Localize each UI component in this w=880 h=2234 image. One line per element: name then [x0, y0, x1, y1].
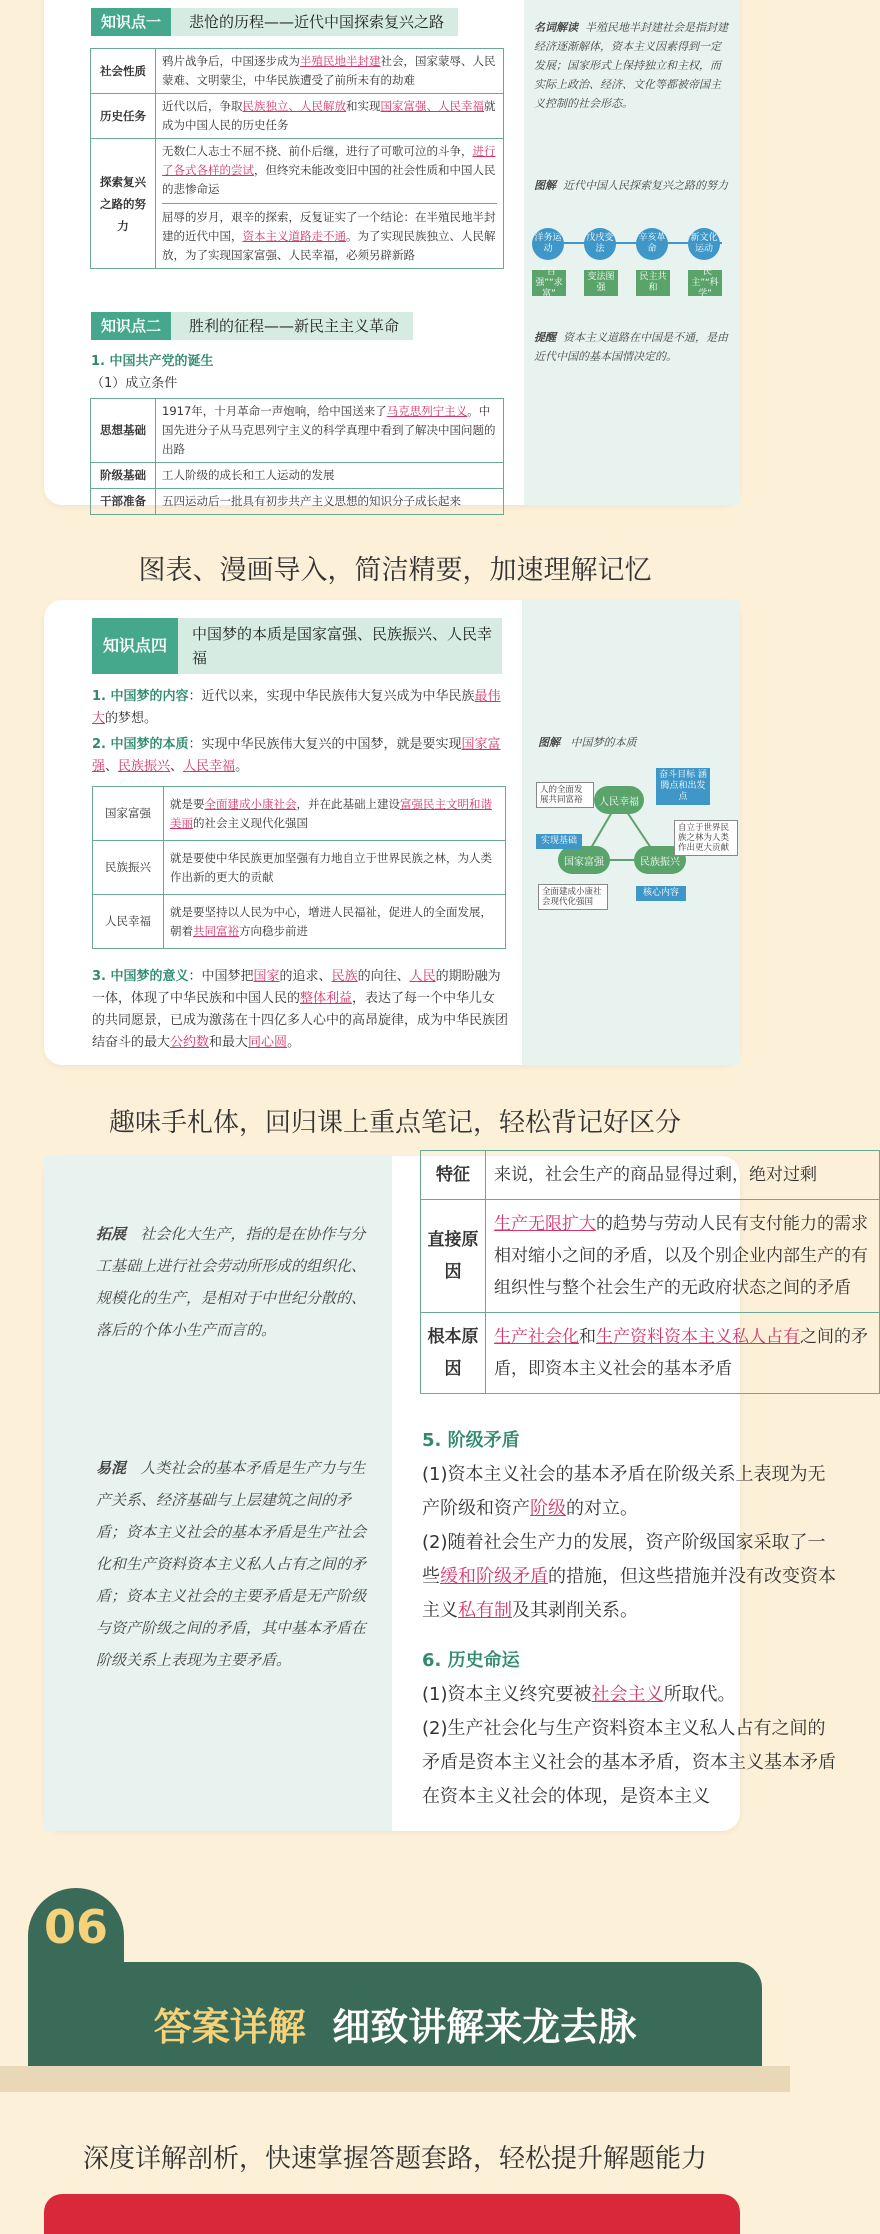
confusion-label: 易混 [96, 1459, 127, 1477]
table-row [93, 787, 506, 841]
diagram-title: 近代中国人民探索复兴之路的努力 [563, 179, 728, 192]
note-moderate: 全面建成小康社会现代化强国 [538, 884, 608, 910]
term-note [534, 18, 730, 113]
box-bianfa: 变法图强 [584, 270, 618, 296]
row-body: 就是要使中华民族更加坚强有力地自立于世界民族之林，为人类作出新的更大的贡献 [164, 841, 506, 895]
note-development: 人的全面发展共同富裕 [536, 782, 594, 808]
row-body: 就是要坚持以人民为中心，增进人民福祉，促进人的全面发展，朝着共同富裕方向稳步前进 [164, 895, 506, 949]
table-row [421, 1200, 880, 1313]
kp4-header [92, 618, 502, 674]
title-explain: 细致讲解来龙去脉 [332, 2005, 637, 2049]
dream-content: 1. 中国梦的内容：近代以来，实现中华民族伟大复兴成为中华民族最伟大的梦想。 [92, 689, 501, 726]
sec5-title: 5. 阶级矛盾 [422, 1430, 520, 1451]
kp1-header [91, 8, 458, 36]
sub-heading-party: 1. 中国共产党的诞生 [91, 354, 214, 369]
diagram-label: 图解 [534, 179, 556, 192]
circle-xinwenhua: 新文化运动 [688, 228, 720, 260]
diagram-label: 图解 [538, 736, 560, 749]
table-row [421, 1313, 880, 1394]
kp2-header [91, 312, 413, 340]
row-head: 探索复兴之路的努力 [91, 139, 156, 269]
row-body: 来说，社会生产的商品显得过剩，绝对过剩 [486, 1151, 880, 1200]
box-kexue: “民主”“科学” [688, 270, 722, 296]
kp4-label: 知识点四 [92, 618, 178, 674]
sec5-p2: (2)随着社会生产力的发展，资产阶级国家采取了一些缓和阶级矛盾的措施，但这些措施并没有改变资本主义私有制及其剥削关系。 [422, 1532, 836, 1621]
row-head: 根本原因 [421, 1313, 486, 1394]
tip-text: 资本主义道路在中国是不通，是由近代中国的基本国情决定的。 [534, 331, 728, 363]
row-head: 社会性质 [91, 49, 156, 94]
row-body: 无数仁人志士不屈不挠、前仆后继，进行了可歌可泣的斗争，进行了各式各样的尝试，但终究未能改变旧中国的社会性质和中国人民的悲惨命运 屈辱的岁月，艰辛的探索，反复证实了一个结论：在半殖民地半封建的近代中国，资本主义道路走不通。为了实现民族独立、人民解放，为了实现国家富强、人民幸福，必须另辟新路 [156, 139, 504, 269]
dream-meaning: 3. 中国梦的意义：中国梦把国家的追求、民族的向往、人民的期盼融为一体，体现了中华民族和中国人民的整体利益，表达了每一个中华儿女的共同愿景，已成为激荡在十四亿多人心中的高昂旋律，成为中华民族团结奋斗的最大公约数和最大同心圆。 [92, 969, 509, 1050]
kp2-label: 知识点二 [91, 312, 171, 340]
row-body: 生产无限扩大的趋势与劳动人民有支付能力的需求相对缩小之间的矛盾，以及个别企业内部生产的有组织性与整个社会生产的无政府状态之间的矛盾 [486, 1200, 880, 1313]
term-label: 名词解读 [534, 21, 578, 34]
crisis-table [420, 1150, 880, 1394]
diagram-title: 中国梦的本质 [570, 736, 637, 749]
table-row [91, 463, 504, 489]
row-head: 思想基础 [91, 399, 156, 463]
circle-wuxu: 戊戌变法 [584, 228, 616, 260]
row-body: 鸦片战争后，中国逐步成为半殖民地半封建社会，国家蒙辱、人民蒙难、文明蒙尘，中华民族遭受了前所未有的劫难 [156, 49, 504, 94]
section-title [28, 1996, 762, 2051]
caption-notes: 趣味手札体，回归课上重点笔记，轻松背记好区分 [108, 1108, 681, 1138]
section-number: 06 [43, 1900, 108, 1954]
kp1-title: 悲怆的历程——近代中国探索复兴之路 [171, 8, 458, 36]
path-diagram [532, 228, 732, 298]
bottom-red-bar [44, 2194, 740, 2234]
extension-label: 拓展 [96, 1225, 127, 1243]
table-row [421, 1151, 880, 1200]
row-body: 工人阶级的成长和工人运动的发展 [156, 463, 504, 489]
sec6-p1: (1)资本主义终究要被社会主义所取代。 [422, 1684, 736, 1705]
kp1-label: 知识点一 [91, 8, 171, 36]
box-minzhu: 民主共和 [636, 270, 670, 296]
caption-answers: 深度详解剖析，快速掌握答题套路，轻松提升解题能力 [82, 2144, 707, 2174]
note-goal: 奋斗目标 涵腾点和出发点 [656, 768, 710, 805]
table-row [91, 49, 504, 94]
row-body: 近代以后，争取民族独立、人民解放和实现国家富强、人民幸福就成为中国人民的历史任务 [156, 94, 504, 139]
term-text: 半殖民地半封建社会是指封建经济逐渐解体，资本主义因素得到一定发展；国家形式上保持独立和主权，而实际上政治、经济、文化等都被帝国主义控制的社会形态。 [534, 21, 728, 110]
row-head: 干部准备 [91, 489, 156, 515]
box-ziqiang: “自强”“求富” [532, 270, 566, 296]
row-head: 国家富强 [93, 787, 164, 841]
right-notes-clip [420, 1156, 868, 1831]
table-row [91, 489, 504, 515]
sec5-p1: (1)资本主义社会的基本矛盾在阶级关系上表现为无产阶级和资产阶级的对立。 [422, 1464, 826, 1519]
table-row [91, 399, 504, 463]
sec6-p2: (2)生产社会化与生产资料资本主义私人占有之间的矛盾是资本主义社会的基本矛盾，资本主义基本矛盾在资本主义社会的体现，是资本主义 [422, 1718, 836, 1807]
node-ethnic: 民族振兴 [634, 846, 686, 874]
note-world: 自立于世界民族之林为人类作出更大贡献 [674, 820, 738, 856]
dream-diagram [534, 760, 734, 920]
note-core: 核心内容 [636, 886, 686, 901]
circle-xinhai: 辛亥革命 [636, 228, 668, 260]
row-head: 历史任务 [91, 94, 156, 139]
card-knowledge-4 [44, 600, 740, 1065]
kp2-title: 胜利的征程——新民主主义革命 [171, 312, 413, 340]
extension-text: 社会化大生产，指的是在协作与分工基础上进行社会劳动所形成的组织化、规模化的生产，是相对于中世纪分散的、落后的个体小生产而言的。 [96, 1225, 367, 1339]
table-row [93, 895, 506, 949]
kp4-title: 中国梦的本质是国家富强、民族振兴、人民幸福 [192, 625, 493, 667]
row-body: 1917年，十月革命一声炮响，给中国送来了马克思列宁主义。中国先进分子从马克思列宁主义的科学真理中看到了解决中国问题的出路 [156, 399, 504, 463]
section-06-banner [28, 1888, 762, 2078]
row-head: 阶级基础 [91, 463, 156, 489]
row-head: 人民幸福 [93, 895, 164, 949]
row-body: 就是要全面建成小康社会，并在此基础上建设富强民主文明和谐美丽的社会主义现代化强国 [164, 787, 506, 841]
title-answer: 答案详解 [153, 2005, 306, 2049]
kp2-table [90, 398, 504, 515]
row-body: 生产社会化和生产资料资本主义私人占有之间的矛盾，即资本主义社会的基本矛盾 [486, 1313, 880, 1394]
dream-essence: 2. 中国梦的本质：实现中华民族伟大复兴的中国梦，就是要实现国家富强、民族振兴、人民幸福。 [92, 737, 501, 774]
card-knowledge-1 [44, 0, 740, 508]
row-head: 直接原因 [421, 1200, 486, 1313]
section-banner-shadow [0, 2066, 790, 2092]
sec6-title: 6. 历史命运 [422, 1650, 520, 1671]
table-row [91, 139, 504, 269]
circle-yangwu: 洋务运动 [532, 228, 564, 260]
tip-note [534, 328, 730, 366]
sub-heading-conditions: （1）成立条件 [91, 376, 178, 391]
essence-table [92, 786, 506, 949]
row-body: 五四运动后一批具有初步共产主义思想的知识分子成长起来 [156, 489, 504, 515]
node-people: 人民幸福 [594, 786, 644, 814]
table-row [91, 94, 504, 139]
confusion-text: 人类社会的基本矛盾是生产力与生产关系、经济基础与上层建筑之间的矛盾；资本主义社会的基本矛盾是生产社会化和生产资料资本主义私人占有之间的矛盾；资本主义社会的主要矛盾是无产阶级与资产阶级之间的矛盾，其中基本矛盾在阶级关系上表现为主要矛盾。 [96, 1459, 367, 1669]
tip-label: 提醒 [534, 331, 556, 344]
table-row [93, 841, 506, 895]
dream-diagram-caption [538, 734, 637, 750]
node-nation: 国家富强 [558, 846, 610, 874]
diagram-note [534, 176, 730, 195]
note-basis: 实现基础 [536, 834, 582, 849]
extension-note [96, 1218, 374, 1346]
row-head: 民族振兴 [93, 841, 164, 895]
card-notes [44, 1156, 868, 1831]
confusion-note [96, 1452, 374, 1676]
kp1-table [90, 48, 504, 269]
row-head: 特征 [421, 1151, 486, 1200]
caption-charts: 图表、漫画导入，简洁精要，加速理解记忆 [138, 555, 652, 586]
